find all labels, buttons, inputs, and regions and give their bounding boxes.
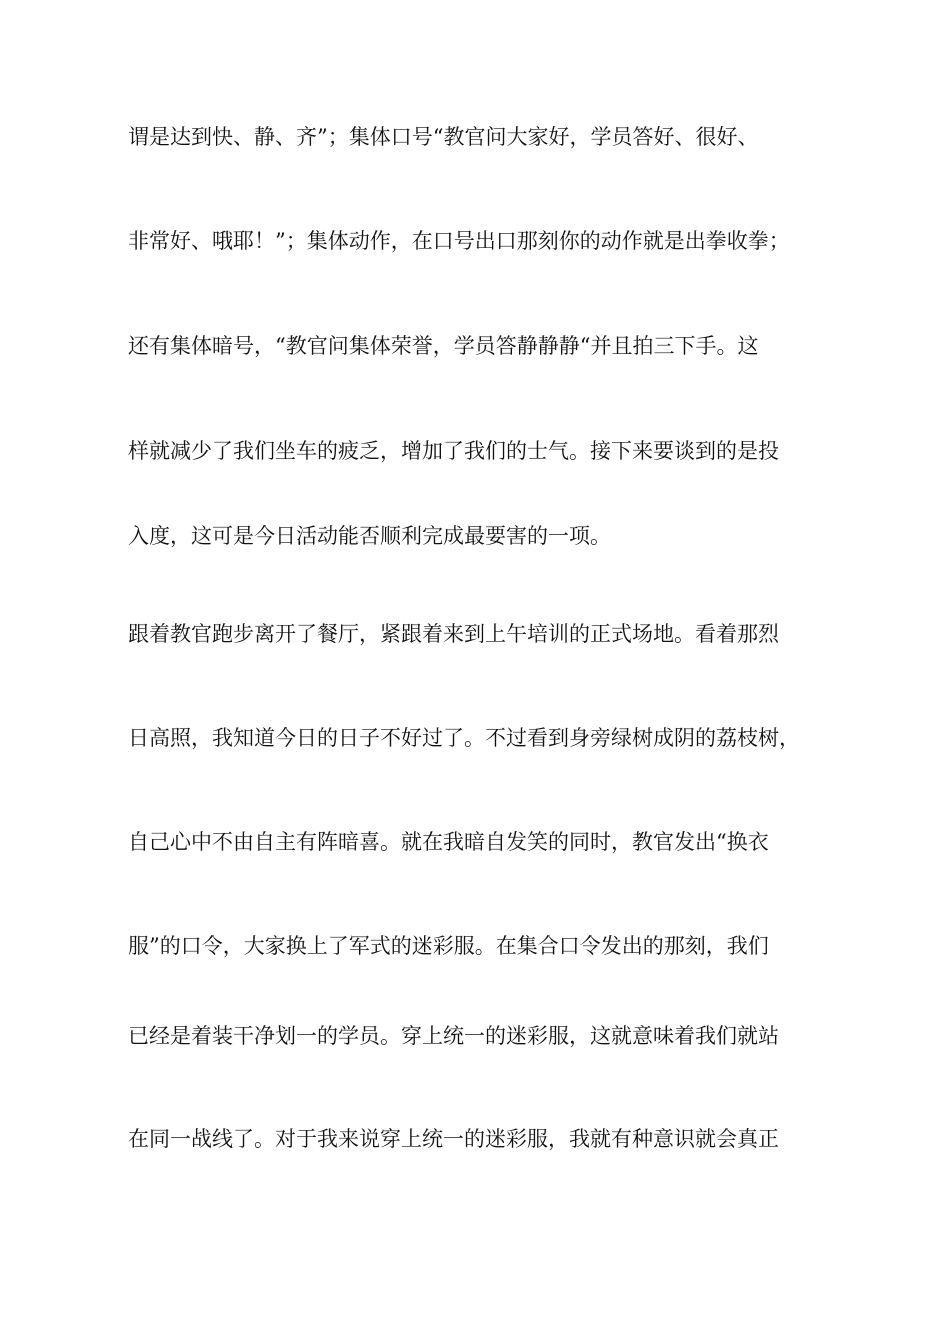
text-line: 谓是达到快、静、齐”；集体口号“教官问大家好，学员答好、很好、 (128, 125, 759, 149)
text-line: 非常好、哦耶！”；集体动作，在口号出口那刻你的动作就是出拳收拳； (128, 229, 790, 253)
text-line: 日高照，我知道今日的日子不好过了。不过看到身旁绿树成阴的荔枝树， (128, 726, 800, 750)
text-line: 入度，这可是今日活动能否顺利完成最要害的一项。 (128, 524, 611, 548)
text-line: 跟着教官跑步离开了餐厅，紧跟着来到上午培训的正式场地。看着那烈 (128, 622, 779, 646)
text-line: 服”的口令，大家换上了军式的迷彩服。在集合口令发出的那刻，我们 (128, 934, 769, 958)
text-line: 还有集体暗号，“教官问集体荣誉，学员答静静静“并且拍三下手。这 (128, 334, 759, 358)
text-line: 自己心中不由自主有阵暗喜。就在我暗自发笑的同时，教官发出“换衣 (128, 830, 769, 854)
text-line: 在同一战线了。对于我来说穿上统一的迷彩服，我就有种意识就会真正 (128, 1127, 779, 1151)
text-line: 已经是着装干净划一的学员。穿上统一的迷彩服，这就意味着我们就站 (128, 1024, 779, 1048)
text-line: 样就减少了我们坐车的疲乏，增加了我们的士气。接下来要谈到的是投 (128, 439, 779, 463)
